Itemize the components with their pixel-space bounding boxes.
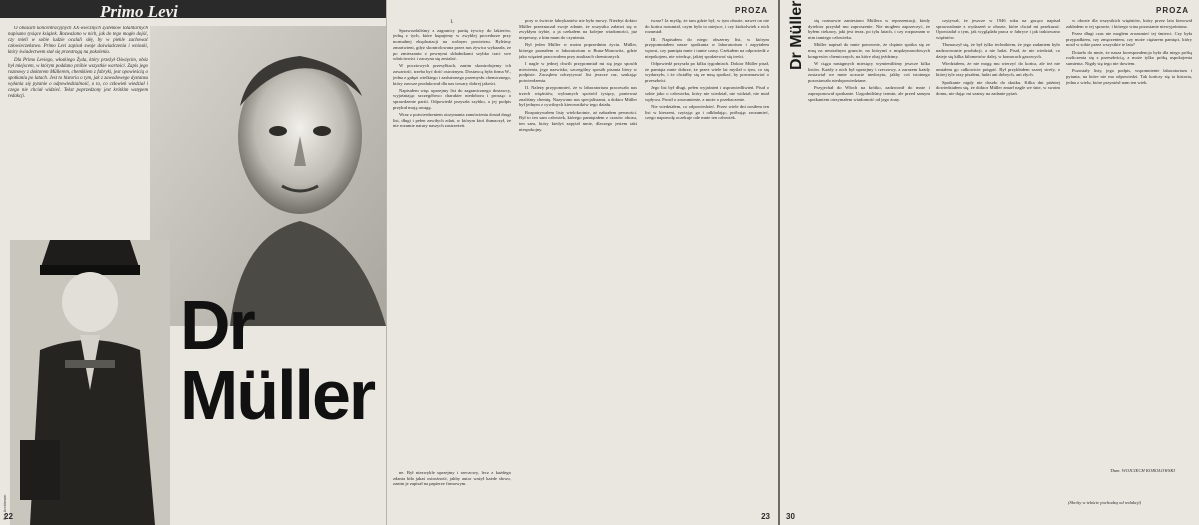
column-1 bbox=[393, 18, 511, 498]
paragraph: I nagle w jednej chwili przypomniał mi się jego sposób mówienia, jego nazwisko, szczególny sposób pisania litery w podpisie. Zacząłem odczytywać list jeszcze raz, szukając potwierdzenia. bbox=[519, 60, 637, 84]
paragraph: Odpowiedź przyszła po kilku tygodniach. Doktor Müller pisał, że pamięta mnie dobrze, że przez wiele lat myślał o tym, co się wydarzyło, i że chciałby się ze mną spotkać, by porozmawiać o przeszłości. bbox=[645, 60, 769, 84]
paragraph: Przyjechał do Włoch na krótko, zadzwonił do mnie i zaproponował spotkanie. Uzgodniliśmy termin, ale przed samym spotkaniem otrzymałem wiadomość od jego żony. bbox=[808, 85, 930, 102]
paragraph: W ciągu następnych miesięcy wymieniliśmy jeszcze kilka listów. Każdy z nich był uprzejmy i rzeczowy, a zarazem każdy zostawiał we mnie uczucie niedosytu, jakby coś istotnego pozostawało niedopowiedziane. bbox=[808, 60, 930, 84]
column-3 bbox=[645, 18, 769, 498]
paragraph: Jego list był długi, pełen wyjaśnień i usprawiedliwień. Pisał o sobie jako o człowieku, który nie wiedział, nie widział, nie miał wpływu. Prosił o zrozumienie, a może o przebaczenie. bbox=[645, 85, 769, 102]
paragraph: Dotarło do mnie, że nasza korespondencja była dla niego próbą rozliczenia się z przeszłością, a może tylko próbą uspokojenia sumienia. Nigdy się tego nie dowiem. bbox=[1066, 49, 1192, 66]
page-number: 23 bbox=[761, 512, 770, 521]
paragraph: pory w świecie fabrykantów nie było mowy. Niezbyt doktor Müller przeznaczał swoje zdanie, że wszystko załatwi się w zwykłym trybie, a ja czekałem na kolejne wiadomości, już niepewny, z kim mam do czynienia. bbox=[519, 18, 637, 41]
paragraph: Przez długi czas nie mogłem zrozumieć tej śmierci. Czy była przypadkiem, czy zmęczeniem, czy może ciężarem pamięci, który nosił w sobie przez wszystkie te lata? bbox=[1066, 30, 1192, 48]
big-title-part bbox=[180, 286, 386, 434]
portrait-photo bbox=[150, 26, 386, 326]
right-page bbox=[778, 0, 1199, 525]
paragraph: III. Napisałem do niego obszerny list, w którym przypomniałem nasze spotkania w laboratorium i zapytałem wprost, czy pamięta mnie i tamte czasy. Czekałem na odpowiedź z niepokojem, nie wiedząc, jakiej spodziewać się treści. bbox=[645, 36, 769, 59]
column-1-footer bbox=[393, 470, 511, 515]
paragraph: Rozpatrywałem listy wielokrotnie, aż nabrałem pewności. Był to ten sam człowiek, którego pamiętałem z czasów obozu, ten sam, który kiedyś zapytał mnie, dlaczego jestem taki niespokojny. bbox=[519, 109, 637, 132]
paragraph: II. Należy przypomnieć, że w laboratorium pracowało nas trzech więźniów, wybranych spośród tysięcy, ponieważ znaliśmy chemię. Nazywano nas specjalistami, a doktor Müller był jednym z cywilnych kierowników tego działu. bbox=[519, 85, 637, 108]
intro-body: Dla Primo Leviego, włoskiego Żyda, który przeżył Oświęcim, obóz był miejscem, w którym poddano próbie wszystkie wartości. Zapis jego rozmowy z doktorem Müllerem, chemikiem z fabryki, jest opowieścią o spotkaniu po latach. Jest to historia o tym, jak z zawodowego dystansu wyłania się pytanie o odpowiedzialność, o to, co człowiek wiedział i czego nie chciał widzieć. Tekst poprzedzony jest krótkim wstępem redakcji. bbox=[8, 57, 148, 99]
title-bar bbox=[0, 0, 386, 18]
intro-text bbox=[8, 26, 148, 231]
paragraph: Napisałem więc uprzejmy list do zagranicznego dostawcy, wyjaśniając szczegółowo charakter niedoboru i prosząc o sprawdzenie partii. Odpowiedź przyszła szybko, a jej podpis przykuł moją uwagę. bbox=[393, 87, 511, 110]
paragraph: się rozmowie zaniesiono Müllera w reprezentacji, kiedy dyrektor przysłał mu zaproszenie. Nie mogłem zaprzeczyć, że byłem ciekawy, jaki jest teraz, po tylu latach, i czy rozpoznam w nim tamtego człowieka. bbox=[808, 18, 930, 41]
editorial-footnote: (Skróty w tekście pochodzą od redakcji) bbox=[1068, 500, 1142, 505]
paragraph: Wraz z potwierdzeniem otrzymania zamówienia dostał drugi list, długi i pełen zawiłych zdań, w którym ktoś tłumaczył, że nie rozumie natury naszych zastrzeżeń. bbox=[393, 112, 511, 129]
column-1 bbox=[808, 18, 930, 508]
officer-photo bbox=[10, 240, 170, 525]
paragraph: Nie wiedziałem, co odpowiedzieć. Przez wiele dni nosiłem ten list w kieszeni, czytając go i odkładając, próbując zrozumieć, czego naprawdę oczekuje ode mnie ten człowiek. bbox=[645, 103, 769, 121]
translator-signature: Tłum. WOJCIECH KOROŁOWSKI bbox=[1110, 468, 1175, 473]
column-2 bbox=[936, 18, 1060, 508]
column-3 bbox=[1066, 18, 1192, 458]
paragraph: Był jeden Müller w moim poprzednim życiu. Müller, którego poznałem w laboratorium w Buna-Monowitz, gdzie jako więzień pracowałem przy analizach chemicznych. bbox=[519, 42, 637, 59]
vertical-title: Dr Müller bbox=[788, 0, 805, 70]
photo-credit: Fot. Archiwum bbox=[2, 494, 7, 520]
paragraph: w obozie dla wszystkich więźniów, który przez lata kierował zakładem w tej sprawie, i którego wina pozostanie niewyjaśniona. bbox=[1066, 18, 1192, 29]
page-number: 30 bbox=[786, 512, 795, 521]
section-mark: I. bbox=[450, 20, 454, 25]
paragraph: twarz? Ja myślę, że tam gdzie był, w tym obozie, nawet on nie do końca rozumiał, czym było to miejsce, i czy ktokolwiek z nich rozumiał. bbox=[645, 18, 769, 35]
page-number: 22 bbox=[4, 512, 13, 521]
paragraph: Sprawozdaliśmy z zagranicy partię żywicy do lakierów, jedną z tych, które kupujemy w zwykłej procedurze przy normalnej eksploatacji na wolnym powietrzu. Byliśmy zmartwieni, gdyż skontrolowana przez nas żywica wykazała, że po zmieszaniu z pewnymi składnikami szybko traci swe właściwości i zaczyna się zestalać. bbox=[393, 27, 511, 62]
paragraph: Wiedziałem, że nie mogę mu wierzyć do końca, ale też nie umiałem go całkowicie potępić. Był przykładem szarej strefy, o której tyle razy pisałem, ludzi ani dobrych, ani złych. bbox=[936, 60, 1060, 78]
big-title-text: Dr Müller bbox=[180, 286, 375, 434]
left-page bbox=[0, 0, 386, 525]
paragraph: Tłumaczył się, że był tylko technikiem, że jego zadaniem było nadzorowanie produkcji, a nie ludzi. Pisał, że nie wiedział, co dzieje się kilka kilometrów dalej, w komorach gazowych. bbox=[936, 42, 1060, 59]
middle-page bbox=[386, 0, 778, 525]
paragraph: czytywał, że jeszcze w 1946 roku na gorąco napisał sprawozdanie z wydarzeń w obozie, które chciał mi przekazać. Opowiadał o tym, jak wyglądała praca w fabryce i jak traktowano więźniów. bbox=[936, 18, 1060, 41]
article-title: Primo Levi bbox=[100, 2, 178, 21]
running-head: PROZA bbox=[1156, 6, 1189, 15]
column-2 bbox=[519, 18, 637, 498]
intro-paragraph: O obozach koncentracyjnych XX-wiecznych systemów totalitarnych napisano tysiące książek. Rozważano w nich, jak do tego mogło dojść, czy mieli w sobie ludzie ocalali siłę, by w piekle zachować człowieczeństwo. Primo Levi zapisał swoje doświadczenia i wnioski, który świadectwem stał się przestrogą na pokolenia. bbox=[8, 26, 148, 55]
running-head: PROZA bbox=[735, 6, 768, 15]
paragraph: Spotkanie nigdy nie doszło do skutku. Kilka dni później dowiedziałem się, że doktor Müller zmarł nagle we śnie, w swoim domu, nie dając mi szansy na zadanie pytań. bbox=[936, 79, 1060, 96]
paragraph: W pocztowych przesyłkach, zanim skontrolujemy ich zawartość, trzeba być dość ostrożnym. Dostawcą była firma W., jedna z gałęzi wielkiego i zasłużonego przemysłu chemicznego, który zawsze produkował dla nas towary dobrej jakości. bbox=[393, 63, 511, 86]
paragraph: Pozostały listy, jego podpis, wspomnienie laboratorium i pytania, na które nie ma odpowiedzi. Tak kończy się ta historia, jedna z wielu, które przyniósł nam ten wiek. bbox=[1066, 68, 1192, 85]
paragraph: ne. Był niezwykle uprzejmy i rzeczowy, lecz z każdego zdania biła jakaś ostrożność, jakby autor ważył każde słowo, zanim je zapisał na papierze firmowym. bbox=[393, 470, 511, 487]
paragraph: Müller napisał do mnie ponownie, że chętnie spotka się ze mną na neutralnym gruncie, na którymś z międzynarodowych kongresów chemicznych, na które obaj jeździmy. bbox=[808, 42, 930, 59]
